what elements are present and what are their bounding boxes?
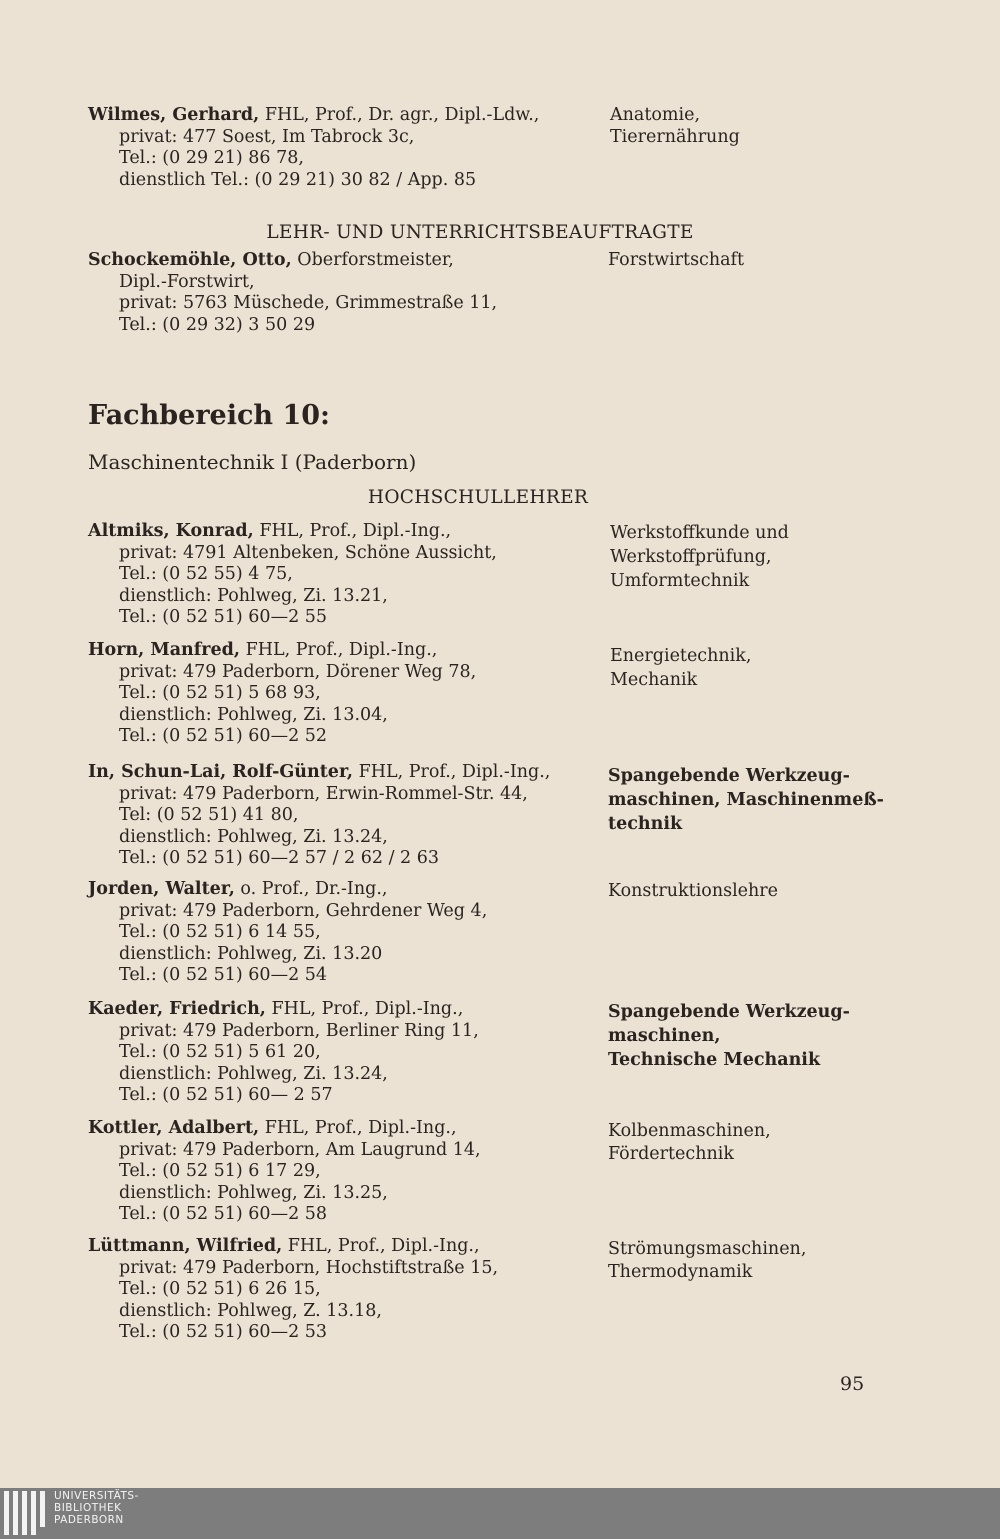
person-name: Kaeder, Friedrich,: [88, 999, 266, 1019]
entry-line: privat: 477 Soest, Im Tabrock 3c,: [119, 126, 415, 147]
entry-line: FHL, Prof., Dipl.-Ing.,: [259, 521, 452, 541]
library-name-line: UNIVERSITÄTS-: [54, 1490, 139, 1502]
entry-details: [88, 521, 603, 629]
entry-subjects: [610, 644, 990, 692]
person-name: Lüttmann, Wilfried,: [88, 1236, 283, 1256]
subject-line: Werkstoffprüfung,: [610, 547, 772, 567]
entry-details: [88, 762, 603, 870]
entry-line: Tel.: (0 52 55) 4 75,: [119, 564, 293, 584]
subject-line: maschinen,: [608, 1026, 721, 1046]
entry-line: Tel.: (0 52 51) 60—2 58: [119, 1204, 328, 1224]
entry-line: FHL, Prof., Dipl.-Ing.,: [264, 1118, 457, 1138]
entry-details: [88, 999, 603, 1107]
lehr-heading: LEHR- UND UNTERRICHTSBEAUFTRAGTE: [266, 222, 694, 243]
entry-subjects: [610, 521, 990, 593]
entry-subjects: [610, 105, 990, 148]
subject-line: Forstwirtschaft: [608, 250, 745, 270]
entry-line: dienstlich: Pohlweg, Zi. 13.20: [119, 943, 383, 964]
entry-horn: [88, 640, 988, 748]
entry-subjects: [608, 1120, 988, 1166]
entry-altmiks: [88, 521, 988, 629]
entry-kaeder: [88, 999, 988, 1107]
entry-line: privat: 5763 Müschede, Grimmestraße 11,: [119, 293, 498, 313]
subject-line: Kolbenmaschinen,: [608, 1121, 771, 1141]
entry-details: [88, 250, 603, 336]
subject-line: Tierernährung: [610, 126, 740, 147]
person-name: In, Schun-Lai, Rolf-Günter,: [88, 762, 353, 782]
entry-details: [88, 1118, 603, 1226]
entry-details: [88, 105, 603, 191]
subject-line: Konstruktionslehre: [608, 881, 779, 901]
entry-line: dienstlich: Pohlweg, Zi. 13.24,: [119, 1063, 388, 1084]
person-name: Jorden, Walter,: [88, 879, 235, 899]
entry-line: Dipl.-Forstwirt,: [119, 271, 255, 292]
entry-line: Tel.: (0 52 51) 6 17 29,: [119, 1161, 321, 1181]
entry-luettmann: [88, 1236, 988, 1344]
entry-line: Tel.: (0 29 21) 86 78,: [119, 148, 304, 168]
entry-line: privat: 479 Paderborn, Hochstiftstraße 15,: [119, 1257, 499, 1278]
entry-line: privat: 479 Paderborn, Berliner Ring 11,: [119, 1020, 479, 1041]
entry-line: Tel.: (0 52 51) 60—2 54: [119, 965, 328, 985]
entry-line: Tel.: (0 52 51) 60—2 55: [119, 607, 328, 627]
entry-line: privat: 479 Paderborn, Erwin-Rommel-Str. 44,: [119, 783, 528, 804]
hochschullehrer-heading: HOCHSCHULLEHRER: [367, 487, 589, 508]
entry-line: FHL, Prof., Dr. agr., Dipl.-Ldw.,: [264, 105, 540, 125]
entry-line: privat: 479 Paderborn, Am Laugrund 14,: [119, 1139, 481, 1160]
entry-line: privat: 479 Paderborn, Dörener Weg 78,: [119, 661, 477, 682]
entry-line: Tel.: (0 29 32) 3 50 29: [119, 314, 316, 335]
entry-line: Tel.: (0 52 51) 6 14 55,: [119, 922, 321, 942]
library-logo-icon: [4, 1491, 46, 1535]
subject-line: Werkstoffkunde und: [610, 523, 789, 543]
entry-line: FHL, Prof., Dipl.-Ing.,: [287, 1236, 480, 1256]
entry-subjects: [608, 1238, 988, 1284]
entry-line: FHL, Prof., Dipl.-Ing.,: [245, 640, 438, 660]
entry-details: [88, 640, 603, 748]
entry-line: FHL, Prof., Dipl.-Ing.,: [271, 999, 464, 1019]
subject-line: Thermodynamik: [608, 1262, 753, 1282]
entry-line: Tel.: (0 52 51) 5 61 20,: [119, 1042, 321, 1062]
fachbereich-title: Fachbereich 10:: [88, 400, 330, 431]
entry-subjects: [608, 881, 988, 903]
entry-line: FHL, Prof., Dipl.-Ing.,: [358, 762, 551, 782]
entry-line: dienstlich: Pohlweg, Zi. 13.04,: [119, 704, 388, 725]
subject-line: Spangebende Werkzeug-: [608, 766, 850, 786]
entry-kottler: [88, 1118, 988, 1226]
entry-schockemoehle: [88, 250, 988, 340]
subject-line: technik: [608, 814, 683, 834]
entry-line: Tel.: (0 52 51) 60—2 57 / 2 62 / 2 63: [119, 848, 440, 868]
fachbereich-subtitle: Maschinentechnik I (Paderborn): [88, 450, 417, 474]
entry-line: dienstlich: Pohlweg, Zi. 13.24,: [119, 826, 388, 847]
subject-line: Anatomie,: [610, 105, 701, 125]
entry-line: Tel.: (0 52 51) 60—2 52: [119, 726, 328, 746]
subject-line: Umformtechnik: [610, 571, 750, 591]
entry-line: Tel: (0 52 51) 41 80,: [119, 805, 299, 825]
entry-line: Tel.: (0 52 51) 60—2 53: [119, 1322, 328, 1342]
subject-line: maschinen, Maschinenmeß-: [608, 790, 884, 810]
person-name: Altmiks, Konrad,: [88, 521, 254, 541]
library-name: [54, 1490, 139, 1526]
entry-line: o. Prof., Dr.-Ing.,: [240, 879, 388, 899]
subject-line: Technische Mechanik: [608, 1050, 821, 1070]
person-name: Kottler, Adalbert,: [88, 1118, 260, 1138]
entry-line: dienstlich: Pohlweg, Z. 13.18,: [119, 1300, 382, 1321]
library-name-line: BIBLIOTHEK: [54, 1502, 122, 1514]
entry-line: dienstlich: Pohlweg, Zi. 13.25,: [119, 1182, 388, 1203]
entry-details: [88, 1236, 603, 1344]
subject-line: Mechanik: [610, 670, 698, 690]
subject-line: Strömungsmaschinen,: [608, 1239, 807, 1259]
entry-wilmes: [88, 105, 988, 195]
subject-line: Spangebende Werkzeug-: [608, 1002, 850, 1022]
entry-line: Tel.: (0 52 51) 6 26 15,: [119, 1279, 321, 1299]
entry-jorden: [88, 879, 988, 987]
entry-subjects: [608, 1000, 988, 1072]
person-name: Schockemöhle, Otto,: [88, 250, 292, 270]
entry-line: dienstlich: Pohlweg, Zi. 13.21,: [119, 585, 388, 606]
entry-details: [88, 879, 603, 987]
person-name: Wilmes, Gerhard,: [88, 105, 260, 125]
entry-line: dienstlich Tel.: (0 29 21) 30 82 / App. 85: [119, 169, 477, 190]
entry-line: Oberforstmeister,: [297, 250, 454, 270]
subject-line: Energietechnik,: [610, 646, 752, 666]
page-number: 95: [840, 1373, 865, 1395]
entry-line: privat: 4791 Altenbeken, Schöne Aussicht,: [119, 542, 497, 563]
entry-line: Tel.: (0 52 51) 5 68 93,: [119, 683, 321, 703]
entry-subjects: [608, 764, 988, 836]
entry-line: Tel.: (0 52 51) 60— 2 57: [119, 1085, 333, 1105]
entry-line: privat: 479 Paderborn, Gehrdener Weg 4,: [119, 900, 488, 921]
library-footer: [0, 1488, 1000, 1539]
subject-line: Fördertechnik: [608, 1144, 734, 1164]
entry-in: [88, 762, 988, 870]
library-name-line: PADERBORN: [54, 1514, 124, 1526]
entry-subjects: [608, 250, 988, 272]
person-name: Horn, Manfred,: [88, 640, 240, 660]
